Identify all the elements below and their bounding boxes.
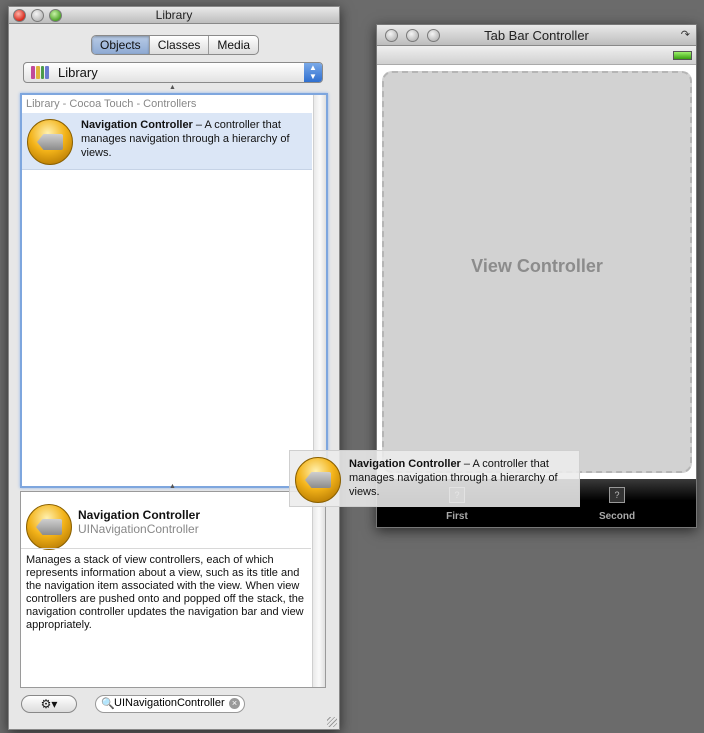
drag-item-name: Navigation Controller	[349, 458, 461, 470]
navigation-controller-icon	[26, 504, 72, 550]
status-bar	[377, 46, 696, 65]
window-title: Library	[155, 8, 193, 22]
tab-second[interactable]	[577, 487, 657, 522]
tab-label: Second	[598, 511, 636, 522]
splitter-handle-icon[interactable]: ▲	[169, 483, 176, 490]
search-field[interactable]	[95, 695, 245, 713]
search-icon: 🔍	[101, 698, 115, 710]
drag-preview	[289, 450, 580, 507]
popup-arrows-icon: ▲ ▼	[304, 63, 322, 82]
view-controller-placeholder[interactable]	[382, 71, 692, 473]
gear-menu-button[interactable]: ⚙▾	[21, 695, 77, 713]
library-segmented-control	[91, 35, 259, 55]
list-item[interactable]	[22, 113, 312, 170]
splitter-handle-icon[interactable]: ▲	[169, 84, 176, 91]
rotate-icon[interactable]: ↷	[680, 29, 690, 41]
detail-class-name: UINavigationController	[78, 522, 199, 536]
detail-scrollbar[interactable]	[312, 492, 325, 687]
divider	[21, 548, 311, 549]
list-item-text	[81, 118, 309, 160]
battery-icon	[673, 51, 692, 60]
search-input[interactable]	[114, 697, 226, 709]
books-icon	[31, 66, 49, 79]
tab-label: First	[446, 511, 468, 522]
detail-title: Navigation Controller	[78, 508, 201, 522]
drag-item-desc: – A controller that manages navigation through a hierarchy of views.	[349, 458, 558, 498]
clear-icon[interactable]: ×	[229, 698, 240, 709]
tab-media[interactable]: Media	[217, 38, 251, 52]
detail-pane	[20, 491, 326, 688]
library-window	[8, 6, 340, 730]
tab-objects[interactable]: Objects	[92, 36, 150, 54]
library-item-list[interactable]	[20, 93, 328, 488]
navigation-controller-icon	[27, 119, 73, 165]
drag-preview-text	[349, 457, 575, 499]
library-popup[interactable]	[23, 62, 323, 83]
tbc-title-bar[interactable]	[377, 25, 696, 46]
section-header: Library - Cocoa Touch - Controllers	[26, 98, 197, 110]
popup-label: Library	[58, 65, 98, 80]
resize-grip-icon[interactable]	[327, 717, 337, 727]
list-scrollbar[interactable]	[313, 95, 326, 486]
view-controller-label: View Controller	[471, 256, 603, 276]
library-title-bar[interactable]	[9, 7, 339, 24]
list-item-desc: – A controller that manages navigation through a hierarchy of views.	[81, 119, 290, 159]
tab-classes[interactable]: Classes	[150, 36, 210, 54]
question-icon: ?	[609, 487, 625, 503]
navigation-controller-icon	[295, 457, 341, 503]
window-title: Tab Bar Controller	[484, 28, 589, 43]
detail-description: Manages a stack of view controllers, each of which represents information about a view, such as its title and the navigation item associated with the view. When view controllers are pushed onto and popped off the stack, the navigation controller updates the navigation bar and view appropriately.	[26, 554, 305, 631]
list-item-name: Navigation Controller	[81, 119, 193, 131]
